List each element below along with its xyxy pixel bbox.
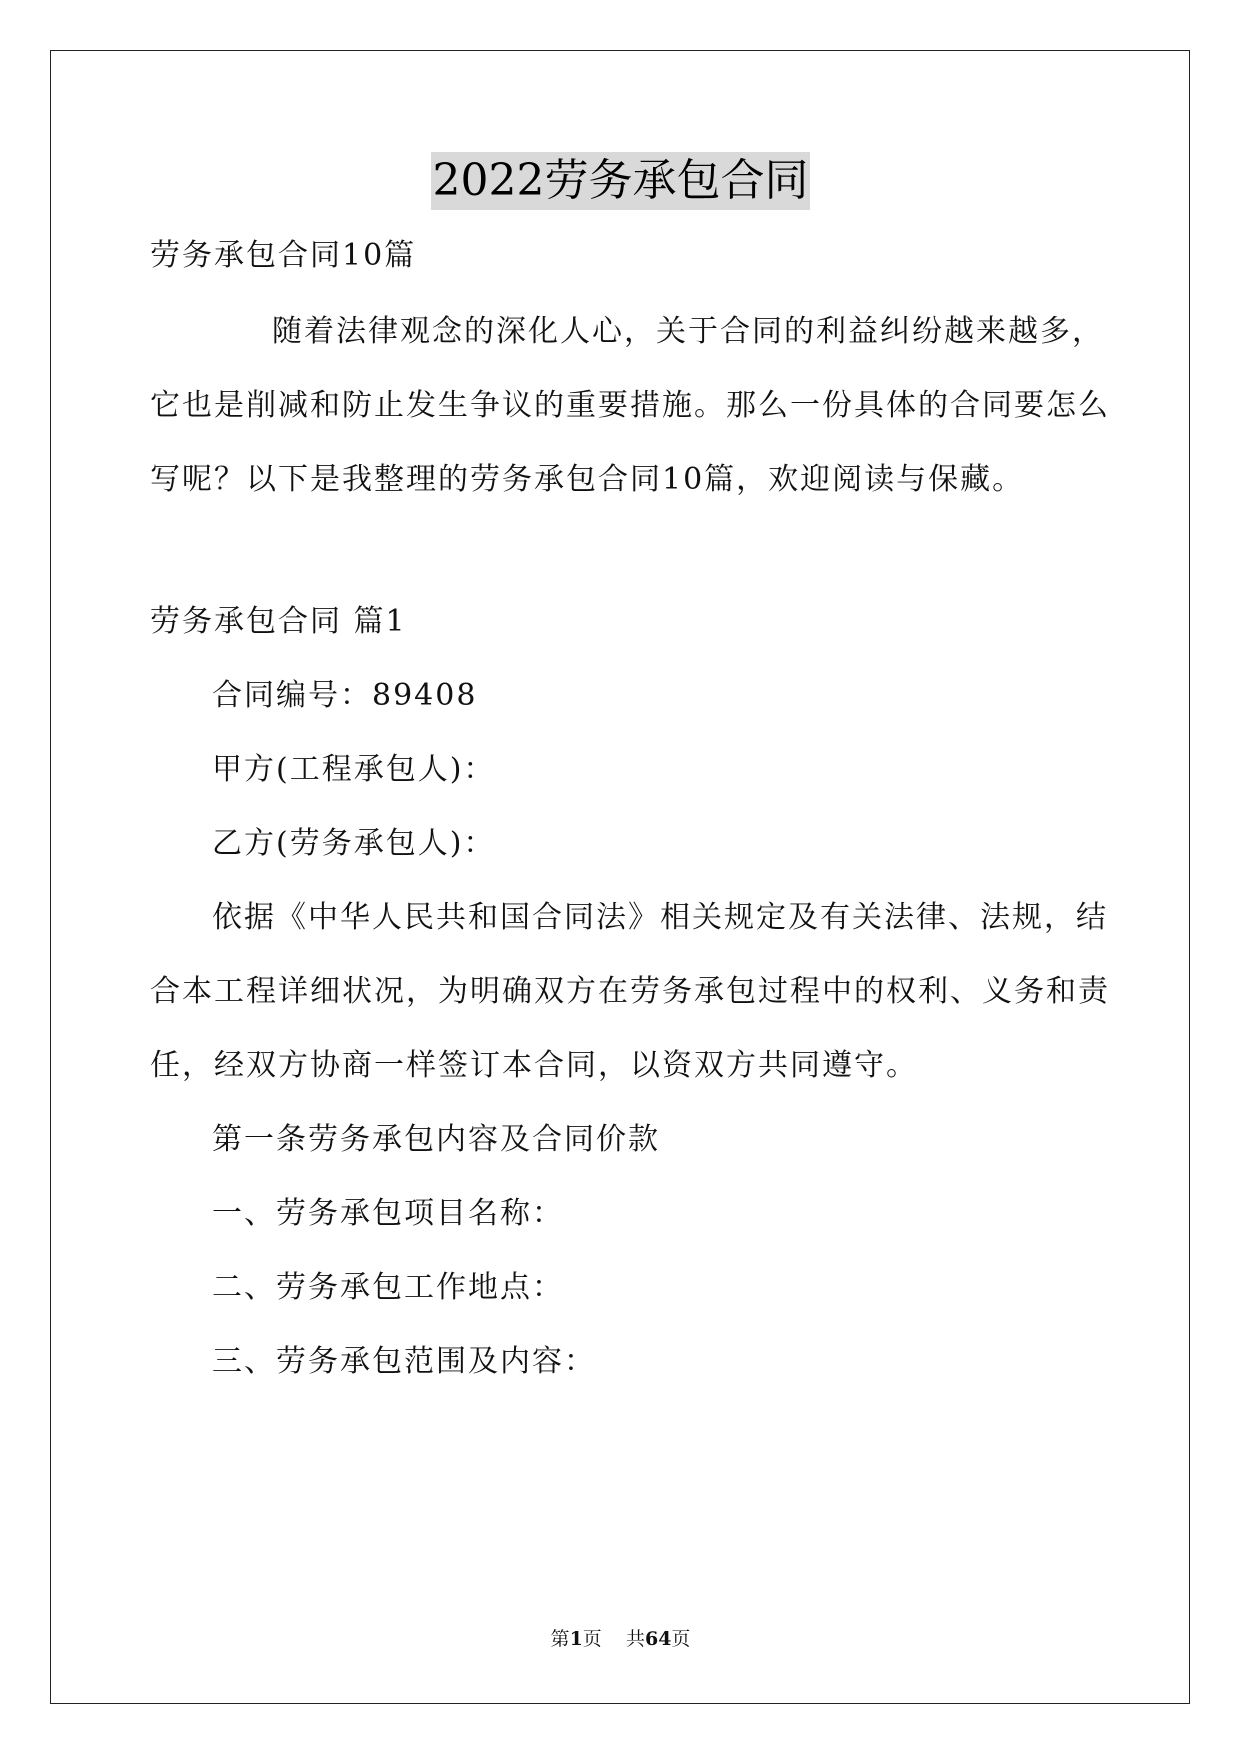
basis-line-1: 依据《中华人民共和国合同法》相关规定及有关法律、法规，结 (212, 900, 1108, 935)
footer-prefix: 第 (550, 1628, 570, 1650)
basis-line-2: 合本工程详细状况，为明确双方在劳务承包过程中的权利、义务和责 (150, 974, 1110, 1009)
section-heading: 劳务承包合同 篇1 (150, 604, 407, 639)
footer-suffix: 页 (671, 1628, 691, 1650)
intro-line-3: 写呢？以下是我整理的劳务承包合同10篇，欢迎阅读与保藏。 (150, 462, 1025, 497)
article-1-heading: 第一条劳务承包内容及合同价款 (212, 1122, 660, 1157)
title-wrap (0, 152, 1241, 210)
page-footer (0, 1626, 1241, 1652)
basis-line-3: 任，经双方协商一样签订本合同，以资双方共同遵守。 (150, 1048, 918, 1083)
footer-mid: 页 共 (582, 1628, 645, 1650)
party-a: 甲方(工程承包人)： (212, 752, 496, 787)
subtitle: 劳务承包合同10篇 (150, 238, 417, 273)
item-3: 三、劳务承包范围及内容： (212, 1344, 596, 1379)
party-b: 乙方(劳务承包人)： (212, 826, 496, 861)
item-1: 一、劳务承包项目名称： (212, 1196, 564, 1231)
footer-total-pages: 64 (644, 1628, 672, 1650)
page-border (50, 50, 1190, 1704)
footer-page-number: 1 (569, 1628, 583, 1650)
item-2: 二、劳务承包工作地点： (212, 1270, 564, 1305)
document-title: 2022劳务承包合同 (431, 152, 811, 210)
intro-line-1: 随着法律观念的深化人心，关于合同的利益纠纷越来越多， (272, 314, 1104, 349)
contract-number: 合同编号：89408 (212, 678, 478, 713)
intro-line-2: 它也是削减和防止发生争议的重要措施。那么一份具体的合同要怎么 (150, 388, 1110, 423)
